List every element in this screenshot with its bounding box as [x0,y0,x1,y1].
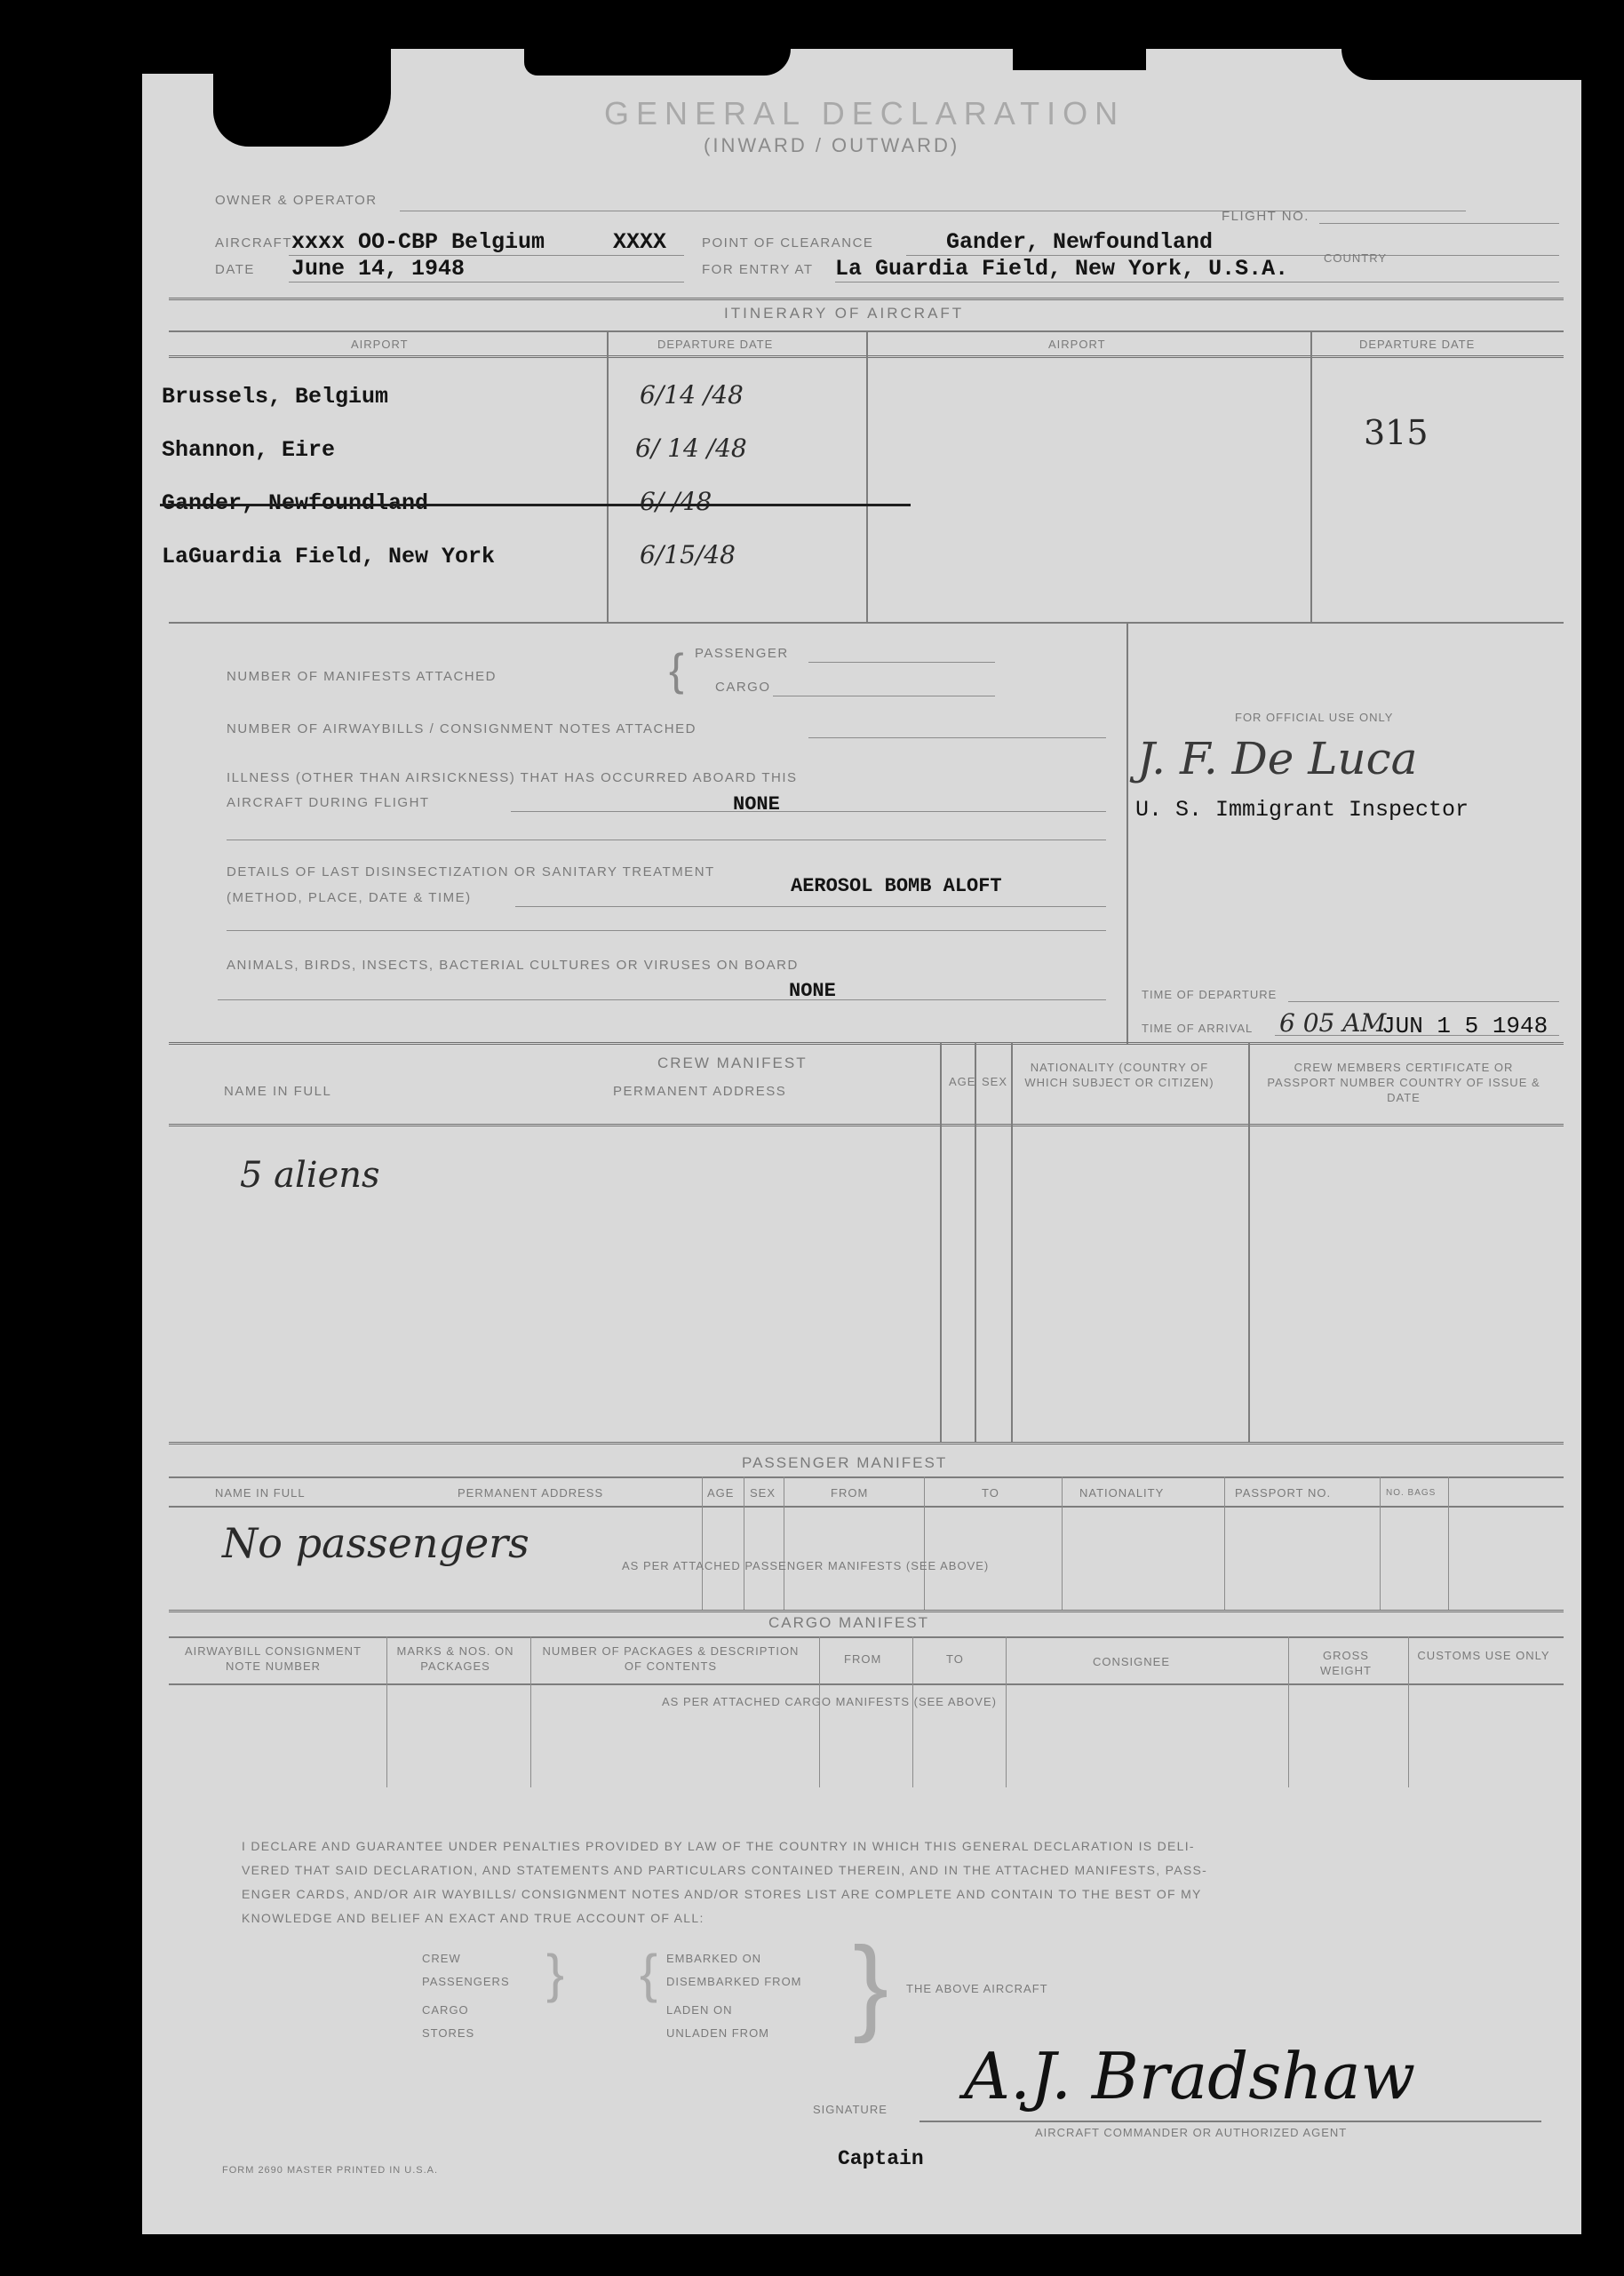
cargo-col: CUSTOMS USE ONLY [1417,1649,1550,1662]
flight-no-line [1319,223,1559,224]
itinerary-date-cancelled: 6/ /48 [640,487,712,516]
brace: } [853,1925,889,2044]
brace: } [546,1944,565,2003]
itinerary-title: ITINERARY OF AIRCRAFT [724,305,965,322]
crew-col-age: AGE [949,1075,976,1088]
disinsect-line [515,906,1106,907]
torn-edge [1013,49,1146,70]
disinsect-value: AEROSOL BOMB ALOFT [791,875,1002,897]
itinerary-divider [866,330,868,624]
signature-label: SIGNATURE [813,2103,888,2116]
arrival-time-line [1275,1035,1559,1036]
airwaybills-line [808,737,1106,738]
signature-line [919,2121,1541,2122]
passenger-col: SEX [750,1486,776,1500]
form-title: GENERAL DECLARATION [604,95,1126,131]
country-label: COUNTRY [1324,251,1388,265]
itinerary-col-departure: DEPARTURE DATE [657,338,774,351]
crew-divider [1248,1042,1250,1442]
torn-edge [1341,49,1581,80]
itinerary-divider [607,330,609,624]
cargo-col: NUMBER OF PACKAGES & DESCRIPTION OF CONTENTS [542,1644,800,1673]
passenger-count-label: PASSENGER [695,646,789,661]
cargo-divider [1006,1636,1007,1787]
itinerary-divider [1310,330,1312,624]
crew-divider [975,1042,976,1442]
passenger-header-rule [169,1506,1564,1508]
crew-col-address: PERMANENT ADDRESS [613,1084,787,1099]
arrival-time-value: 6 05 AM [1279,1008,1387,1038]
passenger-divider [1380,1476,1381,1610]
cargo-col: CONSIGNEE [1093,1655,1171,1668]
torn-edge [213,49,391,147]
illness-label: ILLNESS (OTHER THAN AIRSICKNESS) THAT HAS OCCURRED ABOARD THIS [227,770,798,785]
declaration-line: ENGER CARDS, AND/OR AIR WAYBILLS/ CONSIGNMENT NOTES AND/OR STORES LIST ARE COMPLETE AND CONTAIN TO THE BEST OF MY [242,1887,1202,1901]
itinerary-number: 315 [1364,413,1429,452]
crew-header-rule [169,1124,1564,1126]
aircraft-label: AIRCRAFT [215,235,292,251]
inspector-title: U. S. Immigrant Inspector [1135,797,1469,823]
form-number: FORM 2690 MASTER PRINTED IN U.S.A. [222,2165,439,2176]
official-label: FOR OFFICIAL USE ONLY [1235,711,1394,724]
crew-col-nationality: NATIONALITY (COUNTRY OF WHICH SUBJECT OR CITIZEN) [1024,1061,1214,1089]
declaration-line: KNOWLEDGE AND BELIEF AN EXACT AND TRUE ACCOUNT OF ALL: [242,1911,705,1925]
point-clearance-value: Gander, Newfoundland [946,229,1214,255]
passenger-divider [1062,1476,1063,1610]
agent-label: AIRCRAFT COMMANDER OR AUTHORIZED AGENT [1035,2126,1348,2139]
cargo-top-rule [169,1610,1564,1612]
passenger-divider [702,1476,703,1610]
official-divider [1126,622,1128,1044]
itinerary-airport: LaGuardia Field, New York [162,544,496,569]
flight-no-label: FLIGHT NO. [1222,209,1310,224]
disinsect-line-2 [227,930,1106,931]
passenger-note: AS PER ATTACHED PASSENGER MANIFESTS (SEE ABOVE) [622,1559,990,1572]
cargo-col: MARKS & NOS. ON PACKAGES [396,1644,514,1673]
passenger-col: NO. BAGS [1386,1488,1437,1498]
passenger-count-line [808,662,995,663]
itinerary-date: 6/14 /48 [640,380,744,410]
point-clearance-label: POINT OF CLEARANCE [702,235,874,251]
itinerary-top-rule [169,298,1564,300]
departure-time-label: TIME OF DEPARTURE [1142,988,1278,1001]
arrival-stamp: JUN 1 5 1948 [1381,1013,1548,1039]
strikethrough-line [160,504,911,506]
cargo-divider [530,1636,531,1787]
cargo-col: FROM [844,1652,882,1666]
crew-col-certificate: CREW MEMBERS CERTIFICATE OR PASSPORT NUMBER COUNTRY OF ISSUE & DATE [1267,1061,1540,1104]
brace: { [640,1944,658,2003]
aircraft-value: xxxx OO-CBP Belgium [291,229,545,255]
declaration-item: EMBARKED ON [666,1952,762,1965]
date-label: DATE [215,262,255,277]
illness-label-2: AIRCRAFT DURING FLIGHT [227,795,430,810]
date-line [289,282,684,283]
manifests-label: NUMBER OF MANIFESTS ATTACHED [227,669,497,684]
passenger-col: FROM [831,1486,869,1500]
declaration-item: LADEN ON [666,2003,733,2017]
passenger-divider [1224,1476,1225,1610]
crew-col-name: NAME IN FULL [224,1084,332,1099]
cargo-count-label: CARGO [715,680,771,695]
entry-line [835,282,1559,283]
departure-time-line [1288,1001,1559,1002]
crew-title: CREW MANIFEST [657,1054,808,1071]
cargo-col: AIRWAYBILL CONSIGNMENT NOTE NUMBER [185,1644,362,1673]
animals-label: ANIMALS, BIRDS, INSECTS, BACTERIAL CULTURES OR VIRUSES ON BOARD [227,958,799,973]
disinsect-label-2: (METHOD, PLACE, DATE & TIME) [227,890,472,905]
crew-top-rule [169,1042,1564,1045]
animals-line [218,999,1106,1000]
passenger-col: PASSPORT NO. [1235,1486,1332,1500]
declaration-item: STORES [422,2026,475,2040]
form-subtitle: (INWARD / OUTWARD) [704,134,960,156]
declaration-item: UNLADEN FROM [666,2026,770,2040]
itinerary-bottom-rule [169,622,1564,624]
passenger-top-rule [169,1442,1564,1444]
itinerary-col-airport-right: AIRPORT [1048,338,1106,351]
captain-title: Captain [838,2147,924,2170]
aircraft-strike: XXXX [613,229,667,255]
cargo-title-rule [169,1636,1564,1638]
declaration-item: CARGO [422,2003,469,2017]
passenger-col: NATIONALITY [1079,1486,1165,1500]
captain-signature: A.J. Bradshaw [964,2039,1416,2113]
disinsect-label: DETAILS OF LAST DISINSECTIZATION OR SANITARY TREATMENT [227,864,715,879]
cargo-divider [386,1636,387,1787]
passenger-entry: No passengers [222,1519,529,1567]
passenger-divider [1448,1476,1449,1610]
illness-value: NONE [733,793,780,816]
entry-value: La Guardia Field, New York, U.S.A. [835,256,1289,282]
cargo-col: TO [946,1652,964,1666]
cargo-divider [1408,1636,1409,1787]
cargo-divider [912,1636,913,1787]
passenger-divider [924,1476,925,1610]
passenger-col: PERMANENT ADDRESS [458,1486,604,1500]
cargo-header-rule [169,1683,1564,1685]
passenger-col: TO [982,1486,999,1500]
crew-col-sex: SEX [982,1075,1008,1088]
passenger-title-rule [169,1476,1564,1478]
declaration-line: I DECLARE AND GUARANTEE UNDER PENALTIES PROVIDED BY LAW OF THE COUNTRY IN WHICH THIS GENERAL DECLARATION IS DELI- [242,1839,1195,1853]
cargo-col: GROSS WEIGHT [1320,1649,1372,1677]
torn-edge [142,49,218,74]
entry-label: FOR ENTRY AT [702,262,814,277]
brace: { [669,645,684,695]
animals-value: NONE [789,980,836,1002]
cargo-note: AS PER ATTACHED CARGO MANIFESTS (SEE ABOVE) [662,1695,997,1708]
itinerary-airport: Shannon, Eire [162,437,336,463]
illness-line [511,811,1106,812]
passenger-col: AGE [707,1486,735,1500]
document-page [142,49,1581,2234]
arrival-time-label: TIME OF ARRIVAL [1142,1022,1254,1035]
owner-label: OWNER & OPERATOR [215,193,378,208]
declaration-item: CREW [422,1952,461,1965]
cargo-divider [819,1636,820,1787]
declaration-item: PASSENGERS [422,1975,510,1988]
declaration-item: DISEMBARKED FROM [666,1975,802,1988]
airwaybills-label: NUMBER OF AIRWAYBILLS / CONSIGNMENT NOTES ATTACHED [227,721,697,736]
cargo-title: CARGO MANIFEST [768,1614,930,1631]
itinerary-airport-cancelled: Gander, Newfoundland [162,490,429,516]
crew-divider [1011,1042,1013,1442]
itinerary-col-airport: AIRPORT [351,338,409,351]
torn-edge [524,49,791,76]
declaration-line: VERED THAT SAID DECLARATION, AND STATEMENTS AND PARTICULARS CONTAINED THEREIN, AND IN THE ATTACHED MANIFESTS, PASS- [242,1863,1208,1877]
cargo-divider [1288,1636,1289,1787]
passenger-col: NAME IN FULL [215,1486,306,1500]
itinerary-airport: Brussels, Belgium [162,384,389,410]
itinerary-date: 6/15/48 [640,540,736,569]
crew-divider [940,1042,942,1442]
passenger-title: PASSENGER MANIFEST [742,1454,948,1471]
above-aircraft: THE ABOVE AIRCRAFT [906,1982,1048,1995]
crew-entry: 5 aliens [240,1155,380,1196]
itinerary-date: 6/ 14 /48 [635,434,747,463]
itinerary-col-departure-right: DEPARTURE DATE [1359,338,1476,351]
date-value: June 14, 1948 [291,256,466,282]
inspector-signature: J. F. De Luca [1137,733,1418,784]
